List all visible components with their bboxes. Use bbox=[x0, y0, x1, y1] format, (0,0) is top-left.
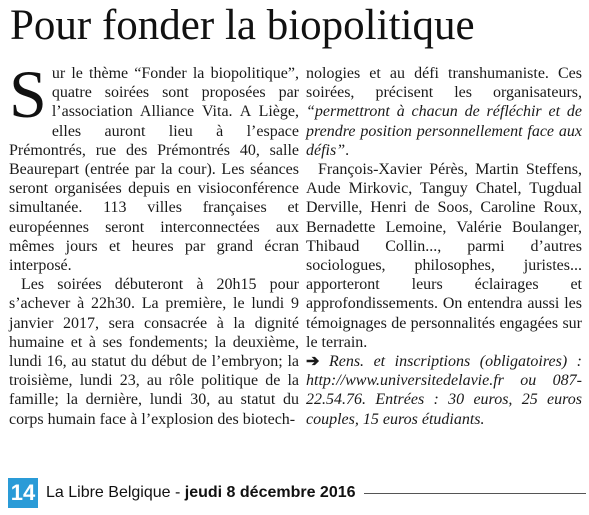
headline: Pour fonder la biopolitique bbox=[10, 2, 475, 49]
paragraph-continuation bbox=[306, 64, 582, 160]
dropcap-letter: S bbox=[9, 56, 47, 132]
publication-date: jeudi 8 décembre 2016 bbox=[184, 484, 356, 501]
paragraph-speakers: François-Xavier Pérès, Martin Steffens, Aude Mirkovic, Tanguy Chatel, Tugdual Derville, Henri de Soos, Caroline Roux, Bernadette Lemoine, Valérie Boulanger, Thibaud Collin..., parmi d’autres sociologues, philosophes, juristes... apporteront leurs éclairages et approfondissements. On entendra aussi les témoignages de personnalités engagées sur le terrain. bbox=[306, 161, 582, 351]
continuation-end: . bbox=[345, 141, 350, 159]
info-box bbox=[306, 352, 582, 429]
info-text: Rens. et inscriptions (obligatoires) : http://www.universitedelavie.fr ou 087-22.54.76. Entrées : 30 euros, 25 euros couples, 15 euros étudiants. bbox=[306, 353, 582, 428]
paragraph-intro bbox=[9, 56, 299, 275]
page-footer bbox=[8, 478, 586, 508]
left-column bbox=[9, 56, 299, 429]
footer-rule bbox=[364, 493, 586, 494]
page-number: 14 bbox=[8, 478, 38, 508]
arrow-icon: ➔ bbox=[306, 353, 320, 371]
paragraph-intro-text: ur le thème “Fonder la biopolitique”, quatre soirées sont proposées par l’association Alliance Vita. A Liège, elles auront lieu à l’espace Prémontrés, rue des Prémontrés 40, salle Beaurepart (entrée par la cour). Les séances seront organisées depuis en visioconférence simultanée. 113 villes françaises et européennes seront interconnectées aux mêmes jours et heures par grand écran interposé. bbox=[9, 65, 299, 275]
continuation-text: nologies et au défi transhumaniste. Ces soirées, précisent les organisateurs, bbox=[306, 65, 582, 102]
organisers-quote: “permettront à chacun de réfléchir et de prendre position personnellement face aux défis” bbox=[306, 103, 582, 159]
footer-publication-line bbox=[46, 484, 356, 502]
publication-name: La Libre Belgique bbox=[46, 484, 171, 501]
paragraph-schedule: Les soirées débuteront à 20h15 pour s’achever à 22h30. La première, le lundi 9 janvier 2017, sera consacrée à la dignité humaine et à ses fondements; la deuxième, lundi 16, au statut du début de l’embryon; la troisième, lundi 23, au rôle politique de la famille; la dernière, lundi 30, au statut du corps humain face à l’explosion des biotech- bbox=[9, 276, 299, 428]
footer-separator: - bbox=[170, 484, 185, 501]
right-column bbox=[306, 64, 582, 429]
